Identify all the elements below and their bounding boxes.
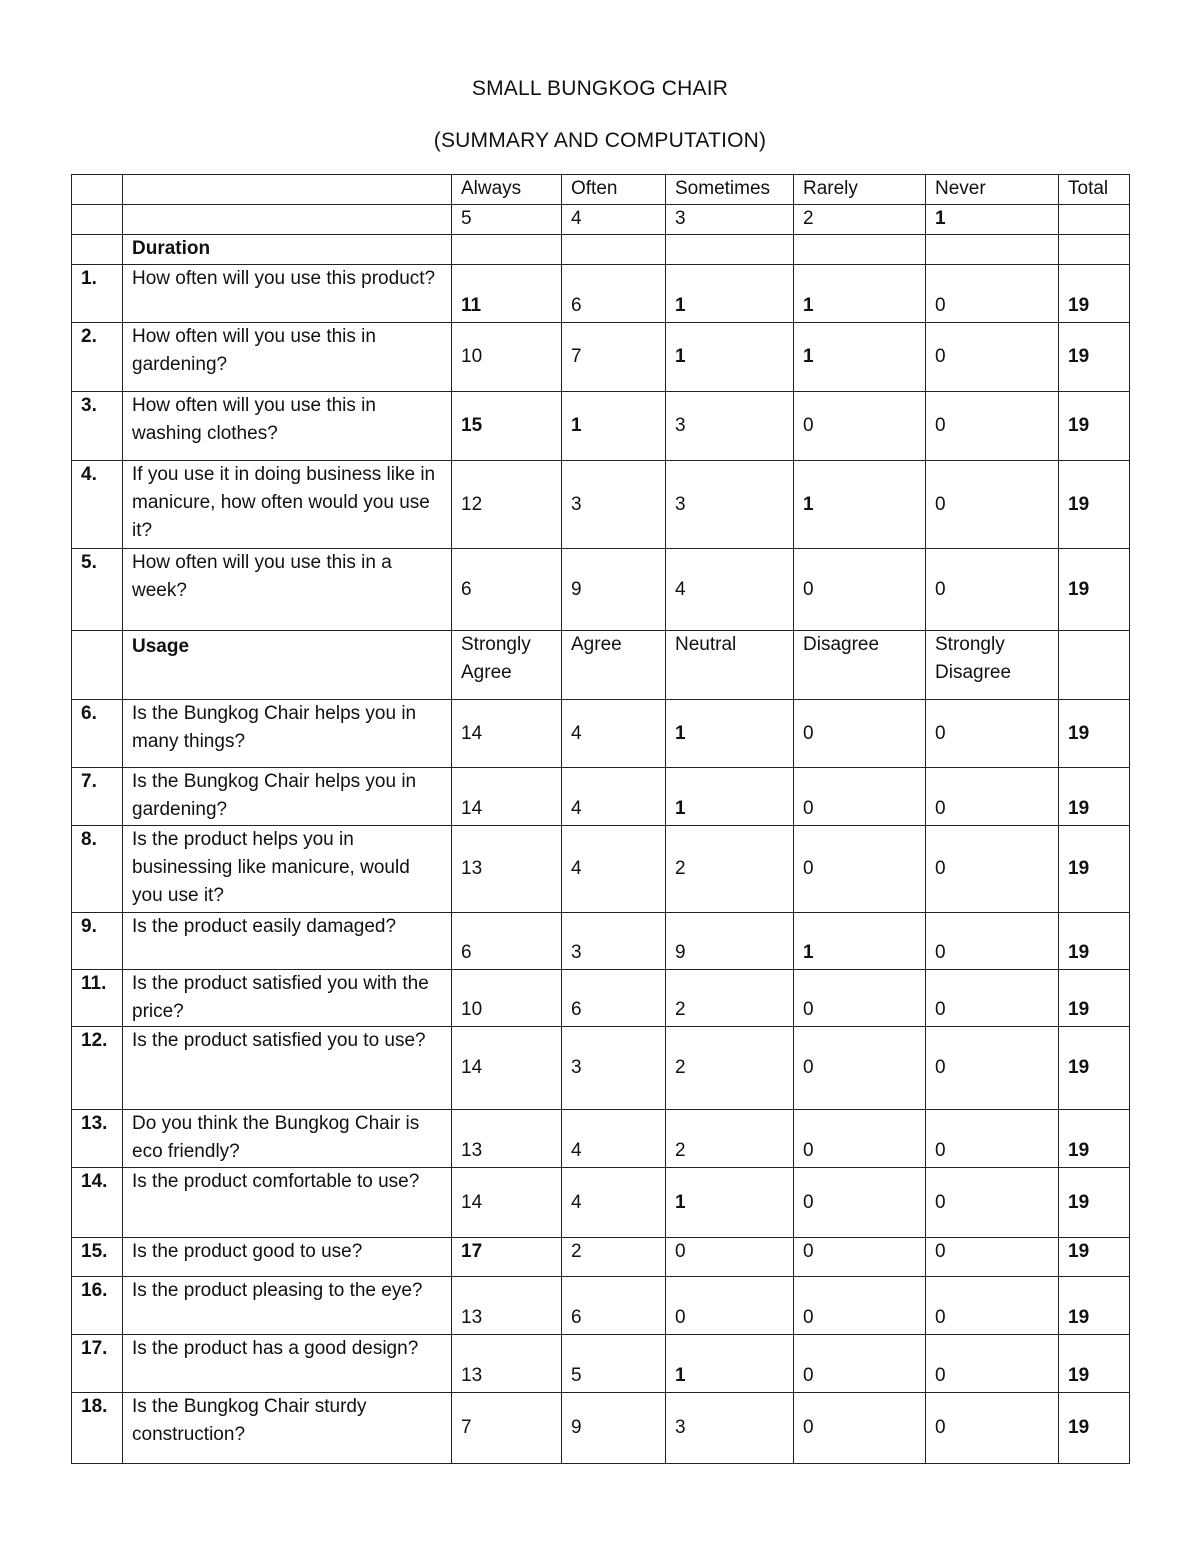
score-always: 5: [452, 205, 562, 235]
value-disagree: 0: [794, 1277, 926, 1335]
header-often: Often: [562, 175, 666, 205]
question-text: Is the Bungkog Chair sturdy construction?: [123, 1393, 452, 1464]
header-never: Never: [926, 175, 1059, 205]
section-cell: [794, 235, 926, 265]
value-agree: 3: [562, 1027, 666, 1110]
row-number: 9.: [72, 913, 123, 970]
value-strongly-agree: 7: [452, 1393, 562, 1464]
question-text: Is the product easily damaged?: [123, 913, 452, 970]
value-disagree: 0: [794, 700, 926, 768]
value-strongly-agree: 13: [452, 826, 562, 913]
value-sometimes: 1: [666, 265, 794, 323]
value-never: 0: [926, 549, 1059, 631]
header-cell: [1059, 205, 1130, 235]
value-strongly-disagree: 0: [926, 826, 1059, 913]
value-neutral: 2: [666, 826, 794, 913]
table-row: [72, 1027, 1130, 1110]
value-always: 11: [452, 265, 562, 323]
section-cell: [72, 631, 123, 700]
value-disagree: 1: [794, 913, 926, 970]
row-number: 5.: [72, 549, 123, 631]
value-rarely: 1: [794, 265, 926, 323]
value-strongly-disagree: 0: [926, 1277, 1059, 1335]
row-number: 4.: [72, 461, 123, 549]
value-disagree: 0: [794, 768, 926, 826]
value-strongly-disagree: 0: [926, 768, 1059, 826]
value-neutral: 1: [666, 1335, 794, 1393]
value-total: 19: [1059, 700, 1130, 768]
value-strongly-disagree: 0: [926, 970, 1059, 1027]
value-total: 19: [1059, 768, 1130, 826]
value-often: 1: [562, 392, 666, 461]
value-always: 15: [452, 392, 562, 461]
table-row: [72, 1110, 1130, 1168]
table-row: [72, 461, 1130, 549]
value-strongly-agree: 17: [452, 1238, 562, 1277]
row-number: 13.: [72, 1110, 123, 1168]
value-strongly-agree: 10: [452, 970, 562, 1027]
row-number: 8.: [72, 826, 123, 913]
row-number: 7.: [72, 768, 123, 826]
value-strongly-disagree: 0: [926, 1335, 1059, 1393]
header-cell: [123, 205, 452, 235]
question-text: Is the product comfortable to use?: [123, 1168, 452, 1238]
header-scores-row: [72, 205, 1130, 235]
value-strongly-agree: 14: [452, 1027, 562, 1110]
row-number: 1.: [72, 265, 123, 323]
value-total: 19: [1059, 265, 1130, 323]
value-total: 19: [1059, 1238, 1130, 1277]
value-total: 19: [1059, 461, 1130, 549]
value-strongly-disagree: 0: [926, 1238, 1059, 1277]
value-agree: 4: [562, 826, 666, 913]
value-neutral: 1: [666, 768, 794, 826]
table-row: [72, 392, 1130, 461]
question-text: Is the Bungkog Chair helps you in gardening?: [123, 768, 452, 826]
value-total: 19: [1059, 549, 1130, 631]
value-rarely: 1: [794, 323, 926, 392]
value-never: 0: [926, 461, 1059, 549]
value-neutral: 0: [666, 1238, 794, 1277]
value-often: 6: [562, 265, 666, 323]
value-often: 9: [562, 549, 666, 631]
value-neutral: 9: [666, 913, 794, 970]
value-agree: 4: [562, 1168, 666, 1238]
value-total: 19: [1059, 392, 1130, 461]
value-strongly-agree: 6: [452, 913, 562, 970]
value-sometimes: 3: [666, 461, 794, 549]
value-disagree: 0: [794, 970, 926, 1027]
section-cell: [562, 235, 666, 265]
score-sometimes: 3: [666, 205, 794, 235]
question-text: How often will you use this product?: [123, 265, 452, 323]
header-always: Always: [452, 175, 562, 205]
value-sometimes: 4: [666, 549, 794, 631]
value-total: 19: [1059, 913, 1130, 970]
table-row: [72, 700, 1130, 768]
value-strongly-agree: 14: [452, 700, 562, 768]
value-disagree: 0: [794, 1168, 926, 1238]
question-text: Is the product has a good design?: [123, 1335, 452, 1393]
row-number: 11.: [72, 970, 123, 1027]
table-row: [72, 549, 1130, 631]
value-agree: 3: [562, 913, 666, 970]
value-agree: 6: [562, 970, 666, 1027]
header-strongly-agree: Strongly Agree: [452, 631, 562, 700]
header-agree: Agree: [562, 631, 666, 700]
value-agree: 6: [562, 1277, 666, 1335]
score-often: 4: [562, 205, 666, 235]
value-rarely: 1: [794, 461, 926, 549]
value-never: 0: [926, 392, 1059, 461]
row-number: 15.: [72, 1238, 123, 1277]
value-always: 10: [452, 323, 562, 392]
section-usage-label: Usage: [123, 631, 452, 700]
value-sometimes: 3: [666, 392, 794, 461]
value-total: 19: [1059, 1110, 1130, 1168]
row-number: 16.: [72, 1277, 123, 1335]
value-total: 19: [1059, 970, 1130, 1027]
table-row: [72, 1393, 1130, 1464]
question-text: Is the product pleasing to the eye?: [123, 1277, 452, 1335]
header-labels-row: [72, 175, 1130, 205]
value-rarely: 0: [794, 392, 926, 461]
row-number: 2.: [72, 323, 123, 392]
value-agree: 5: [562, 1335, 666, 1393]
row-number: 12.: [72, 1027, 123, 1110]
value-agree: 4: [562, 1110, 666, 1168]
value-strongly-disagree: 0: [926, 913, 1059, 970]
score-rarely: 2: [794, 205, 926, 235]
value-strongly-agree: 14: [452, 1168, 562, 1238]
value-total: 19: [1059, 1027, 1130, 1110]
header-cell: [72, 175, 123, 205]
section-row-usage: [72, 631, 1130, 700]
value-rarely: 0: [794, 549, 926, 631]
value-disagree: 0: [794, 1393, 926, 1464]
table-row: [72, 265, 1130, 323]
value-strongly-agree: 13: [452, 1277, 562, 1335]
value-disagree: 0: [794, 1238, 926, 1277]
section-row-duration: [72, 235, 1130, 265]
row-number: 14.: [72, 1168, 123, 1238]
value-strongly-agree: 13: [452, 1335, 562, 1393]
value-agree: 2: [562, 1238, 666, 1277]
value-neutral: 2: [666, 970, 794, 1027]
question-text: How often will you use this in a week?: [123, 549, 452, 631]
header-total: Total: [1059, 175, 1130, 205]
value-disagree: 0: [794, 1110, 926, 1168]
header-disagree: Disagree: [794, 631, 926, 700]
value-neutral: 3: [666, 1393, 794, 1464]
header-cell: [72, 205, 123, 235]
table-row: [72, 1238, 1130, 1277]
question-text: Is the product helps you in businessing like manicure, would you use it?: [123, 826, 452, 913]
value-strongly-agree: 14: [452, 768, 562, 826]
header-cell: [123, 175, 452, 205]
row-number: 18.: [72, 1393, 123, 1464]
value-strongly-disagree: 0: [926, 1393, 1059, 1464]
value-often: 3: [562, 461, 666, 549]
value-agree: 4: [562, 768, 666, 826]
table-row: [72, 323, 1130, 392]
table-row: [72, 1168, 1130, 1238]
value-always: 6: [452, 549, 562, 631]
row-number: 17.: [72, 1335, 123, 1393]
table-row: [72, 1277, 1130, 1335]
value-neutral: 2: [666, 1027, 794, 1110]
value-strongly-agree: 13: [452, 1110, 562, 1168]
value-never: 0: [926, 265, 1059, 323]
value-never: 0: [926, 323, 1059, 392]
table-row: [72, 1335, 1130, 1393]
question-text: Is the product good to use?: [123, 1238, 452, 1277]
row-number: 6.: [72, 700, 123, 768]
value-disagree: 0: [794, 1335, 926, 1393]
row-number: 3.: [72, 392, 123, 461]
value-total: 19: [1059, 1335, 1130, 1393]
value-neutral: 2: [666, 1110, 794, 1168]
question-text: If you use it in doing business like in manicure, how often would you use it?: [123, 461, 452, 549]
value-sometimes: 1: [666, 323, 794, 392]
section-cell: [1059, 631, 1130, 700]
section-cell: [926, 235, 1059, 265]
value-total: 19: [1059, 1393, 1130, 1464]
value-often: 7: [562, 323, 666, 392]
header-strongly-disagree: Strongly Disagree: [926, 631, 1059, 700]
section-duration-label: Duration: [123, 235, 452, 265]
question-text: Is the Bungkog Chair helps you in many things?: [123, 700, 452, 768]
header-sometimes: Sometimes: [666, 175, 794, 205]
question-text: Is the product satisfied you with the price?: [123, 970, 452, 1027]
summary-table: [71, 174, 1130, 1464]
table-row: [72, 768, 1130, 826]
value-total: 19: [1059, 826, 1130, 913]
question-text: How often will you use this in washing clothes?: [123, 392, 452, 461]
table-row: [72, 826, 1130, 913]
header-rarely: Rarely: [794, 175, 926, 205]
section-cell: [1059, 235, 1130, 265]
section-cell: [452, 235, 562, 265]
value-total: 19: [1059, 1168, 1130, 1238]
value-disagree: 0: [794, 1027, 926, 1110]
section-cell: [72, 235, 123, 265]
value-disagree: 0: [794, 826, 926, 913]
value-agree: 9: [562, 1393, 666, 1464]
question-text: How often will you use this in gardening?: [123, 323, 452, 392]
value-neutral: 0: [666, 1277, 794, 1335]
value-total: 19: [1059, 323, 1130, 392]
header-neutral: Neutral: [666, 631, 794, 700]
value-strongly-disagree: 0: [926, 1168, 1059, 1238]
score-never: 1: [926, 205, 1059, 235]
value-strongly-disagree: 0: [926, 1027, 1059, 1110]
value-neutral: 1: [666, 1168, 794, 1238]
value-strongly-disagree: 0: [926, 1110, 1059, 1168]
page-title: SMALL BUNGKOG CHAIR: [471, 77, 729, 100]
page-subtitle: (SUMMARY AND COMPUTATION): [433, 129, 767, 152]
value-strongly-disagree: 0: [926, 700, 1059, 768]
table-row: [72, 970, 1130, 1027]
section-cell: [666, 235, 794, 265]
value-total: 19: [1059, 1277, 1130, 1335]
value-neutral: 1: [666, 700, 794, 768]
value-always: 12: [452, 461, 562, 549]
question-text: Do you think the Bungkog Chair is eco friendly?: [123, 1110, 452, 1168]
table-row: [72, 913, 1130, 970]
question-text: Is the product satisfied you to use?: [123, 1027, 452, 1110]
value-agree: 4: [562, 700, 666, 768]
